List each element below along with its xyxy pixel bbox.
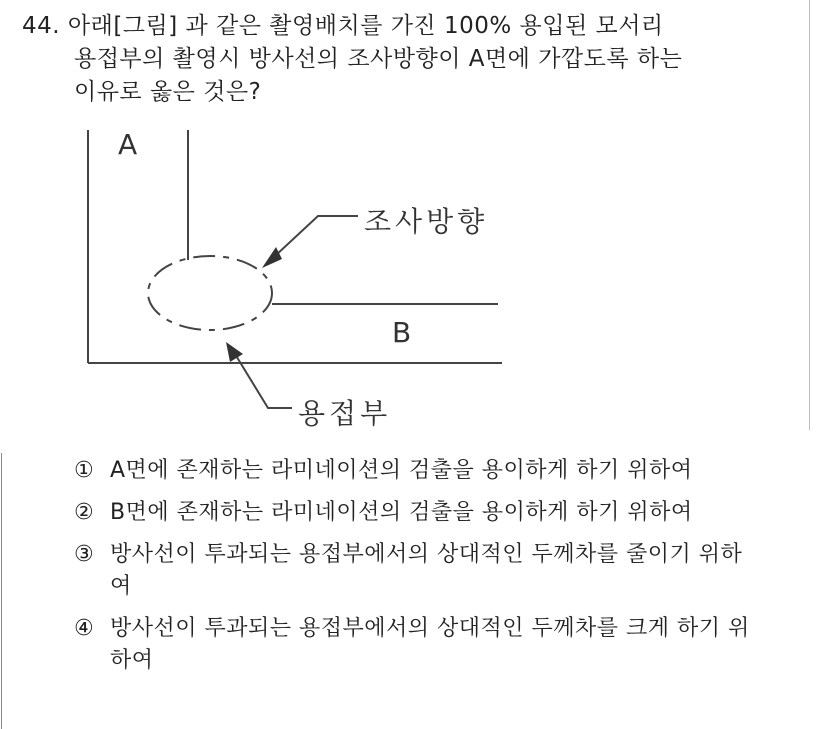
- option-4-number: ④: [74, 616, 95, 641]
- option-4-text: 방사선이 투과되는 용접부에서의 상대적인 두께차를 크게 하기 위하여: [110, 616, 750, 673]
- question-line-2: 용접부의 촬영시 방사선의 조사방향이 A면에 가깝도록 하는: [74, 46, 683, 72]
- option-2[interactable]: [74, 497, 764, 529]
- option-3[interactable]: [74, 539, 764, 603]
- option-2-text: B면에 존재하는 라미네이션의 검출을 용이하게 하기 위하여: [110, 500, 693, 525]
- question-line-3: 이유로 옳은 것은?: [74, 79, 262, 105]
- label-b: B: [392, 316, 412, 349]
- weld-arrowhead: [226, 342, 243, 362]
- border-line-right: [809, 0, 810, 430]
- label-weld: 용접부: [298, 397, 392, 430]
- label-a: A: [118, 128, 138, 161]
- weld-diagram-svg: [70, 118, 510, 438]
- answer-options: [74, 455, 764, 687]
- option-1-text: A면에 존재하는 라미네이션의 검출을 용이하게 하기 위하여: [110, 458, 693, 483]
- label-direction: 조사방향: [364, 205, 489, 238]
- option-3-text: 방사선이 투과되는 용접부에서의 상대적인 두께차를 줄이기 위하여: [110, 542, 743, 599]
- weld-diagram: [70, 118, 510, 438]
- option-2-number: ②: [74, 500, 95, 525]
- option-3-number: ③: [74, 542, 95, 567]
- direction-arrowhead: [262, 247, 282, 268]
- question-line-1: [22, 10, 802, 43]
- option-4[interactable]: [74, 613, 764, 677]
- option-1[interactable]: [74, 455, 764, 487]
- question-text-1: 아래[그림] 과 같은 촬영배치를 가진 100% 용입된 모서리: [67, 13, 664, 39]
- option-1-number: ①: [74, 458, 95, 483]
- direction-leader-line: [275, 216, 358, 256]
- question-number: 44.: [22, 13, 61, 39]
- border-line-left: [1, 453, 2, 729]
- question: [22, 10, 802, 109]
- weld-oval: [148, 256, 272, 330]
